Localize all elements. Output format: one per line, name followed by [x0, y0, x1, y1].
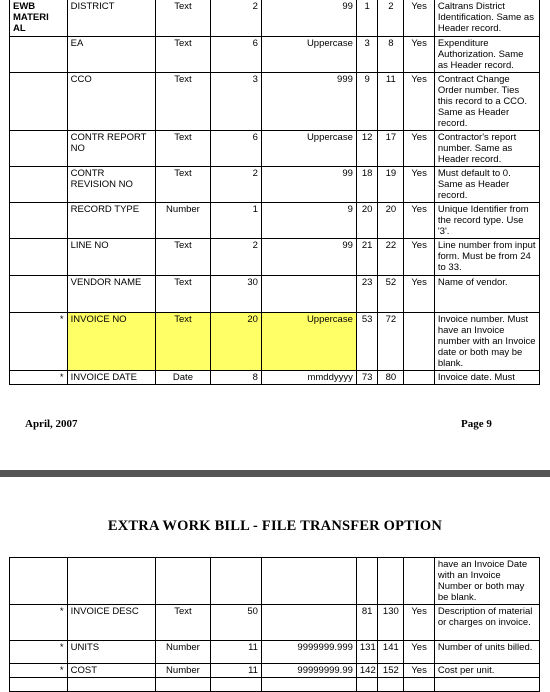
field-type: [155, 558, 210, 605]
section-label: [10, 239, 68, 276]
field-length: 20: [211, 313, 262, 371]
field-type: Text: [155, 276, 210, 313]
field-description: Name of vendor.: [434, 276, 539, 313]
field-start: 142: [356, 664, 377, 678]
field-description: Invoice date. Must: [434, 371, 539, 385]
field-type: Text: [155, 0, 210, 37]
field-name: VENDOR NAME: [67, 276, 155, 313]
field-end: 130: [378, 605, 404, 641]
field-start: 131: [356, 641, 377, 664]
field-start: 73: [356, 371, 377, 385]
field-required: Yes: [404, 131, 435, 167]
field-description: Description of material or charges on invoice.: [434, 605, 539, 641]
field-format: [261, 605, 356, 641]
optional-marker: *: [10, 605, 68, 641]
field-start: 23: [356, 276, 377, 313]
table-row: [10, 37, 540, 73]
field-description: [434, 678, 539, 692]
field-description: Invoice number. Must have an Invoice number with an Invoice date or both may be blank.: [434, 313, 539, 371]
field-end: 80: [378, 371, 404, 385]
field-end: [378, 678, 404, 692]
field-length: 11: [211, 641, 262, 664]
field-end: 11: [378, 73, 404, 131]
field-length: 3: [211, 73, 262, 131]
field-format: [261, 276, 356, 313]
page-title: EXTRA WORK BILL - FILE TRANSFER OPTION: [107, 518, 443, 534]
field-start: [356, 558, 377, 605]
field-name: UNITS: [67, 641, 155, 664]
field-required: Yes: [404, 37, 435, 73]
field-format: Uppercase: [261, 131, 356, 167]
field-length: [211, 558, 262, 605]
field-name: DISTRICT: [67, 0, 155, 37]
field-type: [155, 678, 210, 692]
page-separator: [0, 470, 550, 477]
field-name: INVOICE DESC: [67, 605, 155, 641]
field-length: 30: [211, 276, 262, 313]
table-row: [10, 664, 540, 678]
field-required: Yes: [404, 276, 435, 313]
field-required: Yes: [404, 167, 435, 203]
table-row: [10, 0, 540, 37]
field-description: Must default to 0. Same as Header record.: [434, 167, 539, 203]
table-row: [10, 558, 540, 605]
field-end: 22: [378, 239, 404, 276]
field-name: RECORD TYPE: [67, 203, 155, 239]
field-description: Cost per unit.: [434, 664, 539, 678]
field-format: 9: [261, 203, 356, 239]
field-description: Contract Change Order number. Ties this record to a CCO. Same as Header record.: [434, 73, 539, 131]
section-label: [10, 167, 68, 203]
field-description: Expenditure Authorization. Same as Header record.: [434, 37, 539, 73]
field-type: Date: [155, 371, 210, 385]
field-type: Number: [155, 641, 210, 664]
field-end: 8: [378, 37, 404, 73]
field-name: LINE NO: [67, 239, 155, 276]
section-label: [10, 678, 68, 692]
field-type: Text: [155, 131, 210, 167]
field-start: 20: [356, 203, 377, 239]
section-label: [10, 73, 68, 131]
field-description: Contractor's report number. Same as Header record.: [434, 131, 539, 167]
field-length: 2: [211, 239, 262, 276]
field-required: Yes: [404, 0, 435, 37]
field-end: 72: [378, 313, 404, 371]
field-required: Yes: [404, 239, 435, 276]
field-name: [67, 558, 155, 605]
field-required: [404, 313, 435, 371]
table-row: [10, 678, 540, 692]
field-length: 6: [211, 37, 262, 73]
field-format: 9999999.999: [261, 641, 356, 664]
field-required: Yes: [404, 73, 435, 131]
table-row: [10, 167, 540, 203]
table-row: [10, 203, 540, 239]
field-name: EA: [67, 37, 155, 73]
field-name: [67, 678, 155, 692]
field-format: [261, 558, 356, 605]
section-label: [10, 131, 68, 167]
field-length: 2: [211, 0, 262, 37]
field-length: 50: [211, 605, 262, 641]
table-row: [10, 73, 540, 131]
table-row: [10, 371, 540, 385]
field-type: Number: [155, 203, 210, 239]
field-format: [261, 678, 356, 692]
field-format: Uppercase: [261, 313, 356, 371]
table-row: [10, 641, 540, 664]
optional-marker: *: [10, 371, 68, 385]
field-description: Number of units billed.: [434, 641, 539, 664]
optional-marker: *: [10, 313, 68, 371]
section-label: [10, 203, 68, 239]
field-start: 9: [356, 73, 377, 131]
field-length: 11: [211, 664, 262, 678]
field-length: [211, 678, 262, 692]
field-name: INVOICE NO: [67, 313, 155, 371]
optional-marker: *: [10, 641, 68, 664]
field-required: Yes: [404, 664, 435, 678]
field-start: 12: [356, 131, 377, 167]
field-type: Text: [155, 167, 210, 203]
field-required: [404, 371, 435, 385]
table-row: [10, 313, 540, 371]
field-length: 6: [211, 131, 262, 167]
field-type: Text: [155, 605, 210, 641]
field-start: 3: [356, 37, 377, 73]
field-end: 141: [378, 641, 404, 664]
field-description: Line number from input form. Must be from 24 to 33.: [434, 239, 539, 276]
field-start: 21: [356, 239, 377, 276]
field-type: Text: [155, 239, 210, 276]
field-end: 2: [378, 0, 404, 37]
field-description: have an Invoice Date with an Invoice Number or both may be blank.: [434, 558, 539, 605]
field-type: Text: [155, 313, 210, 371]
table-row: [10, 131, 540, 167]
section-label: [10, 276, 68, 313]
optional-marker: *: [10, 664, 68, 678]
field-name: CONTR REPORT NO: [67, 131, 155, 167]
field-end: 17: [378, 131, 404, 167]
field-required: Yes: [404, 203, 435, 239]
field-length: 8: [211, 371, 262, 385]
field-format: 99: [261, 0, 356, 37]
table-row: [10, 605, 540, 641]
field-end: 20: [378, 203, 404, 239]
field-required: [404, 558, 435, 605]
field-description: Unique Identifier from the record type. Use '3'.: [434, 203, 539, 239]
section-label: [10, 558, 68, 605]
field-start: 81: [356, 605, 377, 641]
table-row: [10, 276, 540, 313]
field-length: 1: [211, 203, 262, 239]
field-start: 53: [356, 313, 377, 371]
field-required: [404, 678, 435, 692]
record-layout-table-page2: [9, 557, 540, 692]
footer-date: April, 2007: [25, 418, 78, 430]
field-start: 18: [356, 167, 377, 203]
field-format: 99: [261, 167, 356, 203]
field-required: Yes: [404, 605, 435, 641]
field-format: Uppercase: [261, 37, 356, 73]
field-name: CCO: [67, 73, 155, 131]
field-type: Number: [155, 664, 210, 678]
table-row: [10, 239, 540, 276]
record-layout-table-page1: [9, 0, 540, 385]
footer-page-number: Page 9: [461, 418, 492, 430]
section-label: EWB MATERI AL: [10, 0, 68, 37]
field-name: COST: [67, 664, 155, 678]
section-label: [10, 37, 68, 73]
field-format: mmddyyyy: [261, 371, 356, 385]
field-end: 152: [378, 664, 404, 678]
field-end: 52: [378, 276, 404, 313]
field-format: 999: [261, 73, 356, 131]
field-start: 1: [356, 0, 377, 37]
field-name: CONTR REVISION NO: [67, 167, 155, 203]
field-format: 99: [261, 239, 356, 276]
field-type: Text: [155, 73, 210, 131]
field-start: [356, 678, 377, 692]
field-type: Text: [155, 37, 210, 73]
field-description: Caltrans District Identification. Same as Header record.: [434, 0, 539, 37]
field-name: INVOICE DATE: [67, 371, 155, 385]
field-end: 19: [378, 167, 404, 203]
field-length: 2: [211, 167, 262, 203]
field-end: [378, 558, 404, 605]
field-format: 99999999.99: [261, 664, 356, 678]
field-required: Yes: [404, 641, 435, 664]
